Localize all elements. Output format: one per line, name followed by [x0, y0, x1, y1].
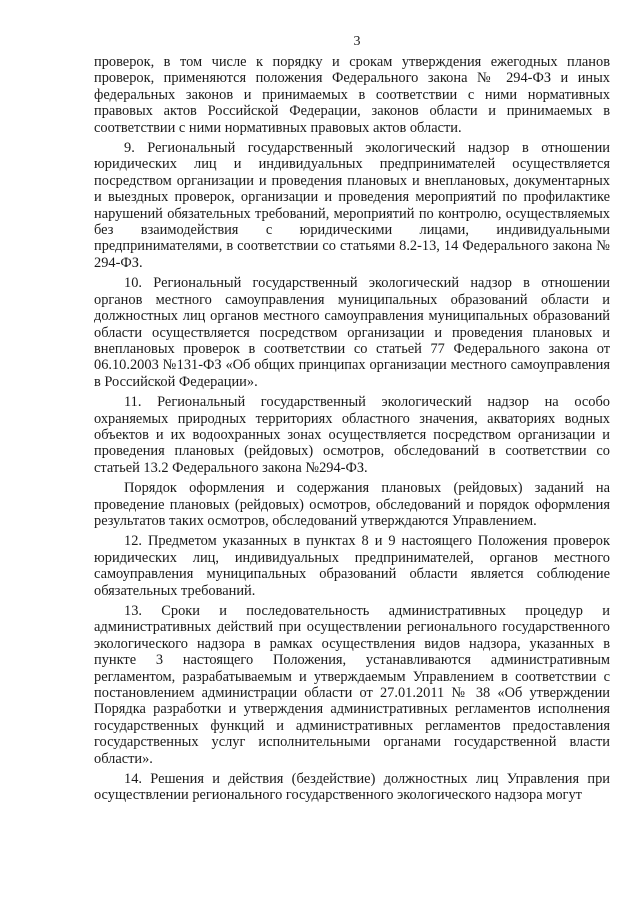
paragraph-11-order: Порядок оформления и содержания плановых (рейдовых) заданий на проведение плановых (рейдовых) осмотров, обследований и порядок оформления результатов таких осмотров, обследований утверждаются Управлением. — [94, 480, 610, 529]
paragraph-13: 13. Сроки и последовательность административных процедур и административных действий при осуществлении регионального государственного экологического надзора в рамках осуществления видов надзора, указанных в пункте 3 настоящего Положения, устанавливаются административным регламентом, разрабатываемым и утверждаемым Управлением в соответствии с постановлением администрации области от 27.01.2011 № 38 «Об утверждении Порядка разработки и утверждения административных регламентов исполнения государственных функций и административных регламентов предоставления государственных услуг исполнительными органами государственной власти области». — [94, 603, 610, 767]
paragraph-14: 14. Решения и действия (бездействие) должностных лиц Управления при осуществлении регионального государственного экологического надзора могут — [94, 771, 610, 804]
paragraph-10: 10. Региональный государственный экологический надзор в отношении органов местного самоуправления муниципальных образований области и должностных лиц органов местного самоуправления муниципальных образований области осуществляется посредством организации и проведения плановых и внеплановых проверок в соответствии со статьей 77 Федерального закона от 06.10.2003 №131-ФЗ «Об общих принципах организации местного самоуправления в Российской Федерации». — [94, 275, 610, 390]
page-number: 3 — [353, 34, 361, 49]
paragraph-9: 9. Региональный государственный экологический надзор в отношении юридических лиц и индивидуальных предпринимателей осуществляется посредством организации и проведения плановых и внеплановых, документарных и выездных проверок, организации и проведения мероприятий по профилактике нарушений обязательных требований, мероприятий по контролю, осуществляемых без взаимодействия с юридическими лицами, индивидуальными предпринимателями, в соответствии со статьями 8.2-13, 14 Федерального закона № 294-ФЗ. — [94, 140, 610, 271]
paragraph-11: 11. Региональный государственный экологический надзор на особо охраняемых природных территориях областного значения, акваториях водных объектов и их водоохранных зонах осуществляется посредством организации и проведения плановых (рейдовых) осмотров, обследований в соответствии со статьей 13.2 Федерального закона №294-ФЗ. — [94, 394, 610, 476]
paragraph-continuation: проверок, в том числе к порядку и срокам утверждения ежегодных планов проверок, применяются положения Федерального закона № 294-ФЗ и иных федеральных законов и принимаемых в соответствии с ними нормативных правовых актов Российской Федерации, законов области и принимаемых в соответствии с ними нормативных правовых актов области. — [94, 54, 610, 136]
paragraph-12: 12. Предметом указанных в пунктах 8 и 9 настоящего Положения проверок юридических лиц, индивидуальных предпринимателей, органов местного самоуправления муниципальных образований области является соблюдение обязательных требований. — [94, 533, 610, 599]
